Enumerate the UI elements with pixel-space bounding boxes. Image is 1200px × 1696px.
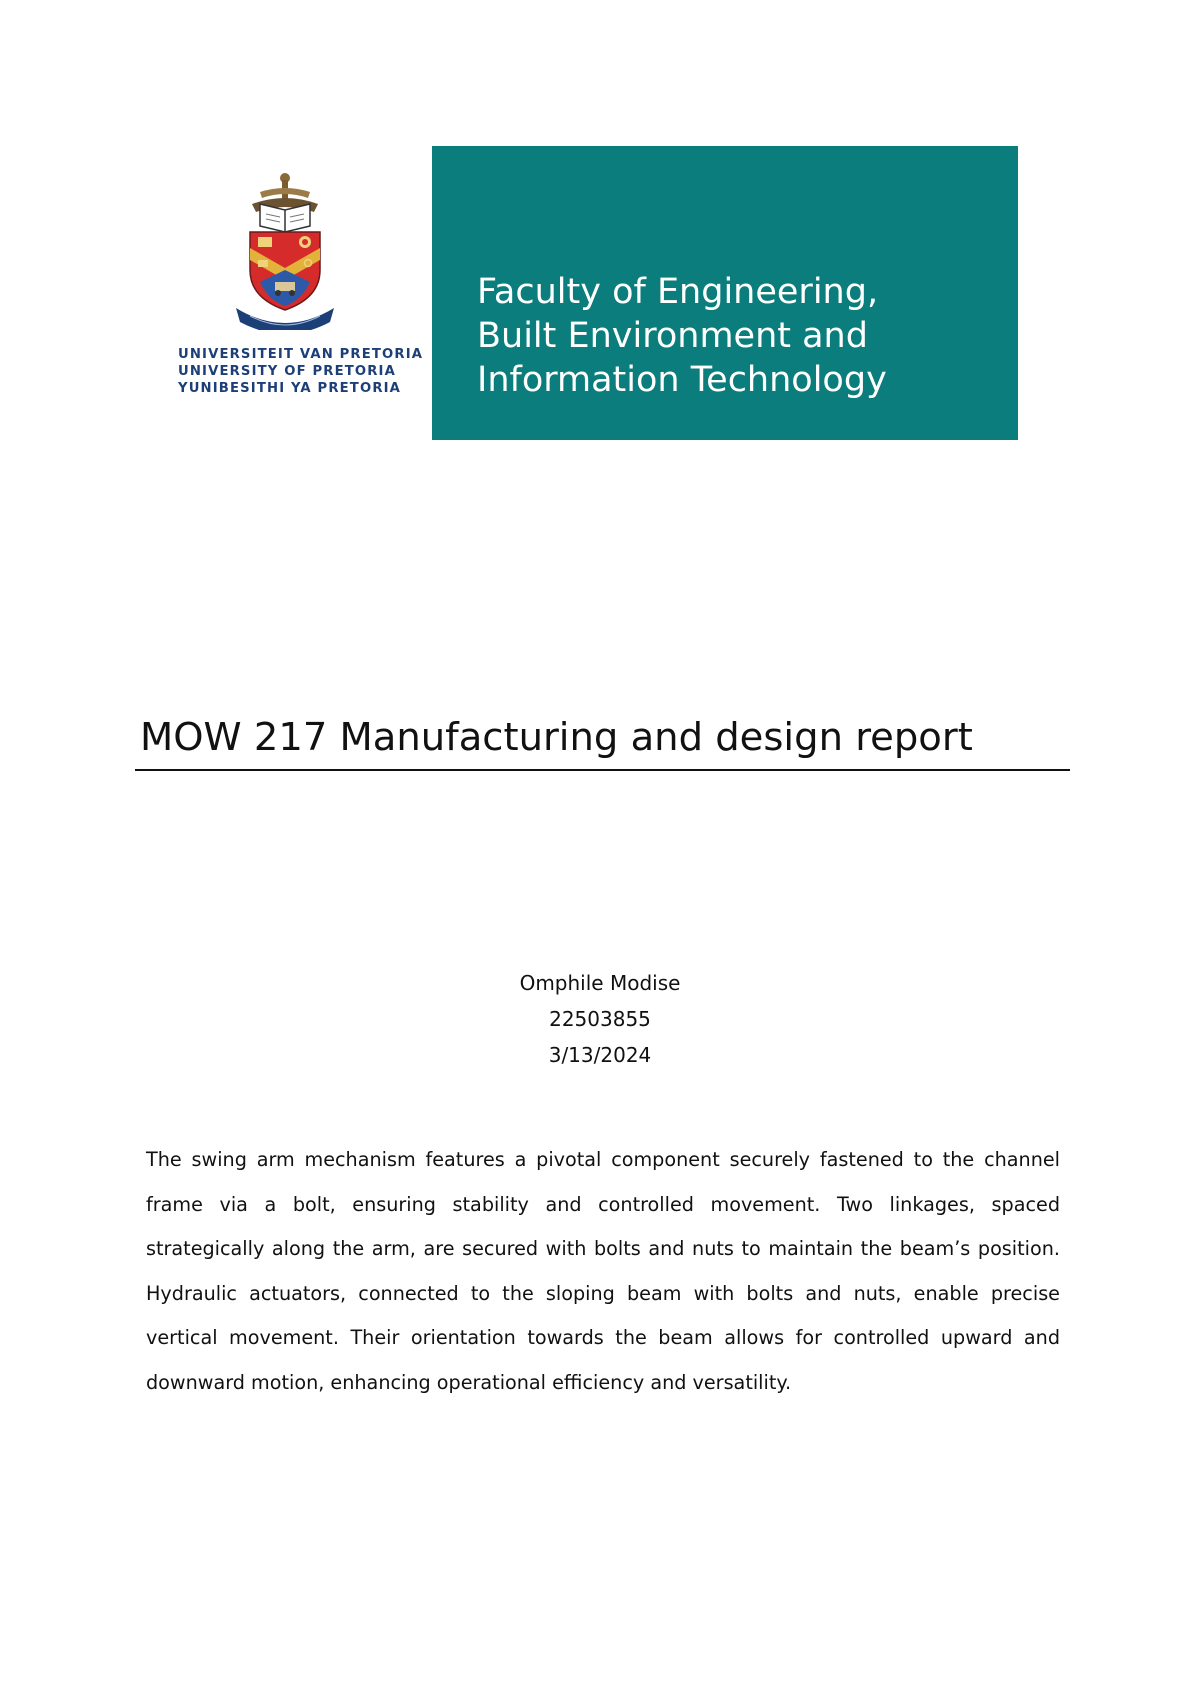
- university-name-sepedi: YUNIBESITHI YA PRETORIA: [178, 381, 402, 396]
- university-name-english: UNIVERSITY OF PRETORIA: [178, 364, 396, 379]
- report-title: MOW 217 Manufacturing and design report: [140, 715, 973, 760]
- title-underline: [135, 769, 1070, 771]
- author-name: Omphile Modise: [519, 971, 681, 995]
- faculty-line-2: Built Environment and: [477, 316, 868, 356]
- university-logo: [170, 170, 424, 400]
- report-date: 3/13/2024: [548, 1043, 652, 1067]
- student-number: 22503855: [549, 1007, 651, 1031]
- university-name-afrikaans: UNIVERSITEIT VAN PRETORIA: [178, 347, 424, 362]
- university-crest-icon: [230, 170, 340, 330]
- faculty-name: [477, 270, 1007, 402]
- author-block: [0, 965, 1200, 1073]
- university-names: [178, 346, 424, 397]
- faculty-line-3: Information Technology: [477, 360, 887, 400]
- faculty-line-1: Faculty of Engineering,: [477, 272, 879, 312]
- faculty-banner: [432, 146, 1018, 440]
- abstract-paragraph: The swing arm mechanism features a pivotal component securely fastened to the channel frame via a bolt, ensuring stability and controlled movement. Two linkages, spaced strategically along the arm, are secured with bolts and nuts to maintain the beam’s position. Hydraulic actuators, connected to the sloping beam with bolts and nuts, enable precise vertical movement. Their orientation towards the beam allows for controlled upward and downward motion, enhancing operational efficiency and versatility.: [146, 1148, 1060, 1394]
